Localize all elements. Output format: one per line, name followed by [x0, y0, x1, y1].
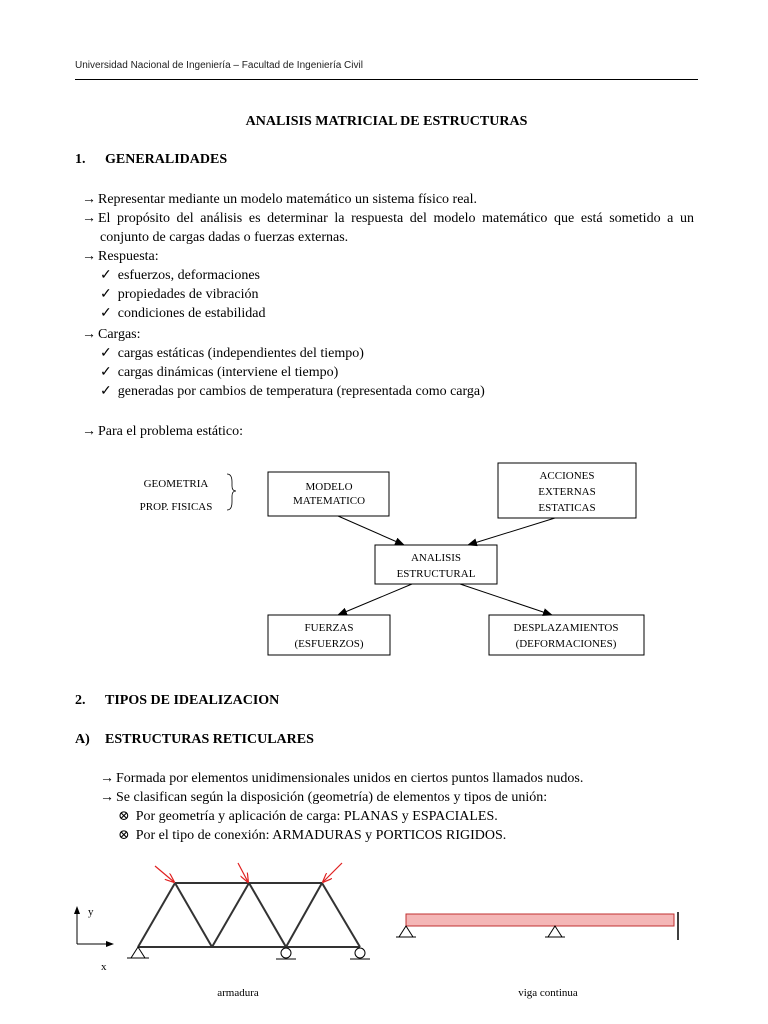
section-a-label: A)	[75, 732, 90, 747]
box-label: MODELO	[305, 481, 353, 493]
box-acciones-externas	[498, 463, 636, 518]
box-fuerzas	[268, 615, 390, 655]
arrow-icon: →	[100, 790, 114, 805]
truss-figure	[127, 863, 370, 959]
box-label: (ESFUERZOS)	[294, 638, 364, 650]
box-label: (DEFORMACIONES)	[515, 638, 617, 650]
box-label: FUERZAS	[304, 622, 354, 634]
box-analisis-estructural	[375, 545, 497, 584]
bullet-text: El propósito del análisis es determinar la respuesta del modelo matemático que está sometido a un	[98, 211, 694, 226]
box-label: ANALISIS	[410, 552, 462, 564]
list-item: cargas dinámicas (interviene el tiempo)	[117, 365, 339, 380]
arrow-icon: →	[82, 249, 96, 264]
document-title: ANALISIS MATRICIAL DE ESTRUCTURAS	[245, 114, 528, 129]
load-arrow-icon	[155, 866, 174, 882]
flow-arrow	[468, 518, 555, 545]
bullet-text: Se clasifican según la disposición (geometría) de elementos y tipos de unión:	[116, 790, 548, 805]
axis-y-label: y	[88, 906, 94, 918]
bullet-text: Respuesta:	[98, 249, 159, 264]
bullet-item-2-continuation: conjunto de cargas dadas o fuerzas externas.	[100, 230, 349, 245]
section-2-title: TIPOS DE IDEALIZACION	[105, 693, 280, 708]
flow-arrow	[338, 584, 412, 615]
bullet-text: Representar mediante un modelo matemático un sistema físico real.	[98, 192, 478, 207]
circled-times-icon: ⊗	[118, 809, 130, 824]
checkmark-icon: ✓	[100, 346, 112, 361]
section-1-number: 1.	[75, 152, 86, 167]
list-item: propiedades de vibración	[117, 287, 259, 302]
circled-times-icon: ⊗	[118, 828, 130, 843]
section-a-title: ESTRUCTURAS RETICULARES	[105, 732, 314, 747]
input-geometria: GEOMETRIA	[143, 478, 209, 490]
box-modelo-matematico	[268, 472, 389, 516]
input-prop-fisicas: PROP. FISICAS	[139, 501, 213, 513]
list-item: esfuerzos, deformaciones	[117, 268, 261, 283]
pin-support-icon	[131, 947, 145, 958]
box-label: DESPLAZAMIENTOS	[513, 622, 619, 634]
checkmark-icon: ✓	[100, 268, 112, 283]
load-arrow-icon	[238, 863, 248, 882]
arrow-icon: →	[82, 327, 96, 342]
bullet-text: Cargas:	[98, 327, 141, 342]
box-label: ESTRUCTURAL	[396, 568, 476, 580]
curly-brace-icon	[227, 474, 236, 510]
bullet-text: Para el problema estático:	[98, 424, 243, 439]
page-header: Universidad Nacional de Ingeniería – Facultad de Ingeniería Civil	[75, 60, 363, 71]
flow-inputs	[140, 474, 236, 513]
list-item: Por el tipo de conexión: ARMADURAS y PORTICOS RIGIDOS.	[135, 828, 507, 843]
box-label: MATEMATICO	[292, 495, 366, 507]
beam-caption: viga continua	[518, 987, 578, 999]
checkmark-icon: ✓	[100, 287, 112, 302]
arrow-icon: →	[100, 771, 114, 786]
checkmark-icon: ✓	[100, 306, 112, 321]
coordinate-axes	[77, 906, 110, 973]
list-item: generadas por cambios de temperatura (representada como carga)	[117, 384, 485, 399]
arrow-icon: →	[82, 192, 96, 207]
box-desplazamientos	[489, 615, 644, 655]
checkmark-icon: ✓	[100, 384, 112, 399]
checkmark-icon: ✓	[100, 365, 112, 380]
beam-element	[406, 914, 674, 926]
list-item: cargas estáticas (independientes del tiempo)	[117, 346, 364, 361]
load-arrow-icon	[323, 863, 342, 882]
list-item: condiciones de estabilidad	[117, 306, 266, 321]
flow-arrow	[460, 584, 552, 615]
arrow-icon: →	[82, 211, 96, 226]
box-label: EXTERNAS	[538, 486, 596, 498]
roller-support-icon	[281, 948, 291, 958]
flow-arrow	[338, 516, 404, 545]
section-2-number: 2.	[75, 693, 86, 708]
list-item: Por geometría y aplicación de carga: PLANAS y ESPACIALES.	[135, 809, 498, 824]
roller-support-icon	[355, 948, 365, 958]
axis-x-label: x	[101, 961, 107, 973]
pin-support-icon	[548, 926, 562, 937]
pin-support-icon	[399, 926, 413, 937]
bullet-text: Formada por elementos unidimensionales unidos en ciertos puntos llamados nudos.	[116, 771, 584, 786]
truss-caption: armadura	[217, 987, 259, 999]
box-label: ESTATICAS	[538, 502, 596, 514]
continuous-beam-figure	[396, 912, 678, 940]
box-label: ACCIONES	[539, 470, 595, 482]
arrow-icon: →	[82, 424, 96, 439]
section-1-title: GENERALIDADES	[105, 152, 228, 167]
